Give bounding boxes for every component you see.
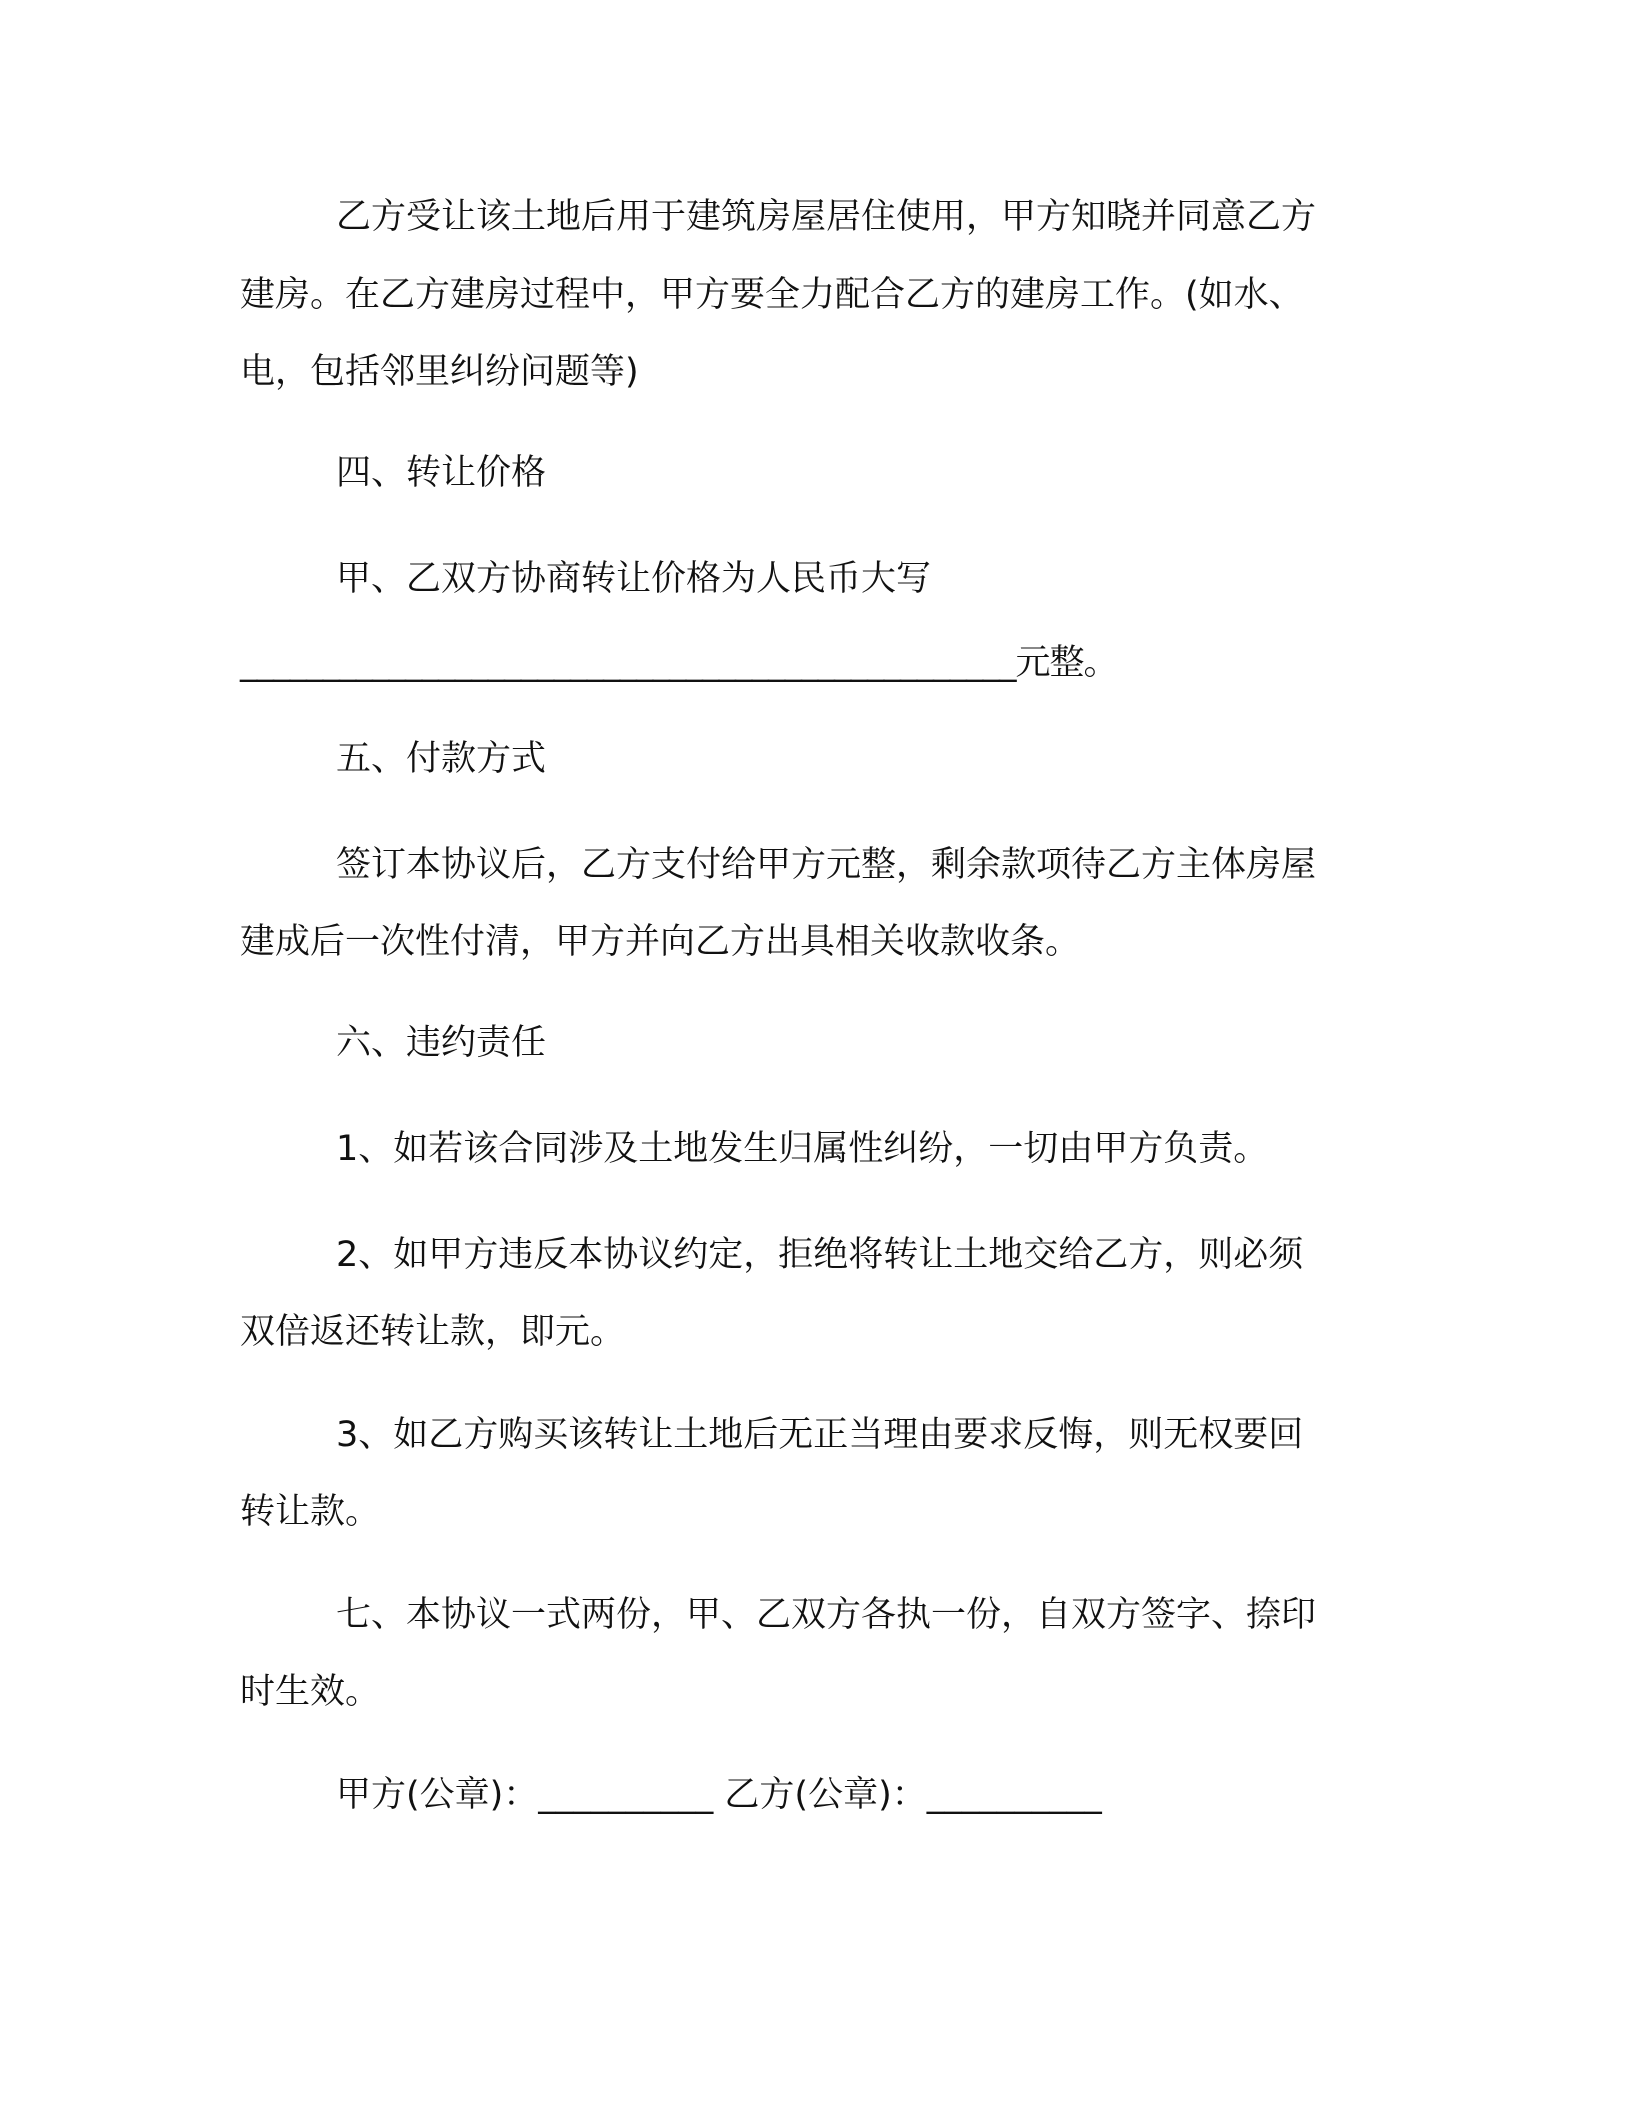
signature-line: 甲方(公章)：__________ 乙方(公章)：__________ [336,1775,1102,1815]
clause-3-line-1: 3、如乙方购买该转让土地后无正当理由要求反悔，则无权要回 [336,1415,1304,1455]
paragraph-land-use-line-3: 电，包括邻里纠纷问题等) [240,352,639,392]
section-seven-line-2: 时生效。 [240,1672,381,1712]
paragraph-land-use-line-1: 乙方受让该土地后用于建筑房屋居住使用，甲方知晓并同意乙方 [336,197,1317,237]
paragraph-payment-line-2: 建成后一次性付清，甲方并向乙方出具相关收款收条。 [240,922,1081,962]
section-heading-payment-method: 五、付款方式 [336,739,547,779]
clause-1: 1、如若该合同涉及土地发生归属性纠纷，一切由甲方负责。 [336,1129,1269,1169]
paragraph-land-use-line-2: 建房。在乙方建房过程中，甲方要全力配合乙方的建房工作。(如水、 [240,275,1304,315]
paragraph-price-blank-line: _______________________________________________元整。 [240,643,1118,683]
clause-2-line-2: 双倍返还转让款，即元。 [240,1312,626,1352]
clause-2-line-1: 2、如甲方违反本协议约定，拒绝将转让土地交给乙方，则必须 [336,1235,1304,1275]
section-seven-line-1: 七、本协议一式两份，甲、乙双方各执一份，自双方签字、捺印 [336,1595,1317,1635]
paragraph-price-line-1: 甲、乙双方协商转让价格为人民币大写 [336,559,932,599]
paragraph-payment-line-1: 签订本协议后，乙方支付给甲方元整，剩余款项待乙方主体房屋 [336,845,1317,885]
section-heading-transfer-price: 四、转让价格 [336,453,547,493]
clause-3-line-2: 转让款。 [240,1492,381,1532]
section-heading-liability: 六、违约责任 [336,1023,547,1063]
